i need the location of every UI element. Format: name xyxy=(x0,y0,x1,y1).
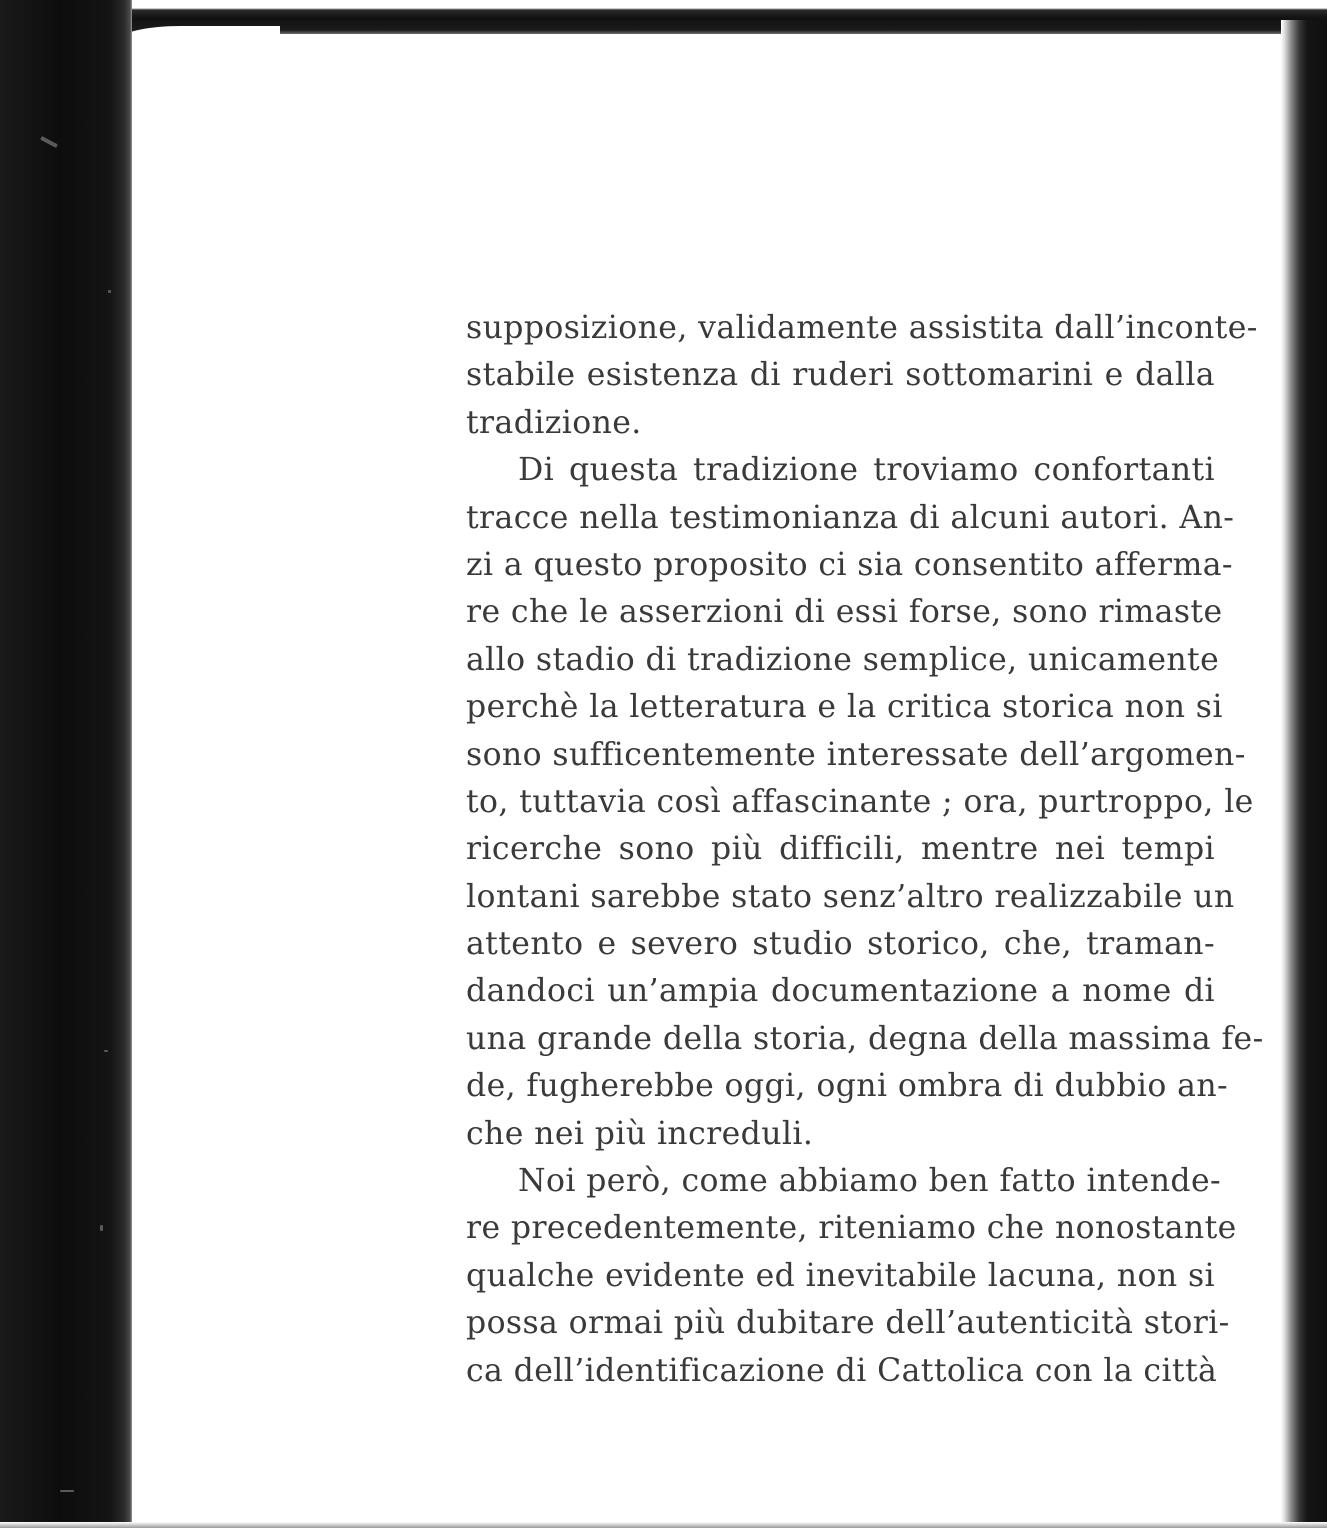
dust-speck xyxy=(104,1050,108,1052)
text-line: stabile esistenza di ruderi sottomarini e dalla xyxy=(466,357,1215,394)
dust-speck xyxy=(108,290,111,293)
text-line: to, tuttavia così affascinante ; ora, purtroppo, le xyxy=(466,783,1254,820)
text-line: attento e severo studio storico, che, traman- xyxy=(466,926,1215,963)
right-scan-border xyxy=(1281,20,1327,1528)
paragraph-start-line: Noi però, come abbiamo ben fatto intende- xyxy=(518,1163,1222,1200)
text-line: ricerche sono più difficili, mentre nei tempi xyxy=(466,831,1215,868)
text-line: ca dell’identificazione di Cattolica con la città xyxy=(466,1352,1218,1389)
text-line: perchè la letteratura e la critica storica non si xyxy=(466,689,1223,726)
text-line: tracce nella testimonianza di alcuni autori. An- xyxy=(466,499,1235,536)
text-line: zi a questo proposito ci sia consentito afferma- xyxy=(466,546,1233,583)
page-corner-curl xyxy=(120,26,280,40)
text-line: de, fugherebbe oggi, ogni ombra di dubbio an- xyxy=(466,1068,1229,1105)
paragraph-start-line: Di questa tradizione troviamo confortanti xyxy=(518,452,1215,489)
dust-speck xyxy=(100,1225,103,1231)
book-spine-shadow xyxy=(0,0,132,1528)
text-line: che nei più increduli. xyxy=(466,1115,814,1152)
text-line: supposizione, validamente assistita dall’inconte- xyxy=(466,310,1258,346)
dust-speck xyxy=(40,136,58,148)
bottom-scan-border xyxy=(0,1522,1327,1528)
text-line: tradizione. xyxy=(466,404,642,441)
text-line: una grande della storia, degna della massima fe- xyxy=(466,1020,1264,1057)
text-line: re precedentemente, riteniamo che nonostante xyxy=(466,1210,1237,1247)
text-line: qualche evidente ed inevitabile lacuna, non si xyxy=(466,1257,1215,1294)
text-line: sono sufficentemente interessate dell’argomen- xyxy=(466,736,1246,773)
text-line: lontani sarebbe stato senz’altro realizzabile un xyxy=(466,878,1235,915)
body-text xyxy=(466,305,1264,1395)
text-line: dandoci un’ampia documentazione a nome di xyxy=(466,973,1215,1010)
text-line: possa ormai più dubitare dell’autenticità stori- xyxy=(466,1305,1230,1342)
text-line: allo stadio di tradizione semplice, unicamente xyxy=(466,641,1220,678)
dust-speck xyxy=(60,1490,74,1492)
text-line: re che le asserzioni di essi forse, sono rimaste xyxy=(466,594,1223,631)
